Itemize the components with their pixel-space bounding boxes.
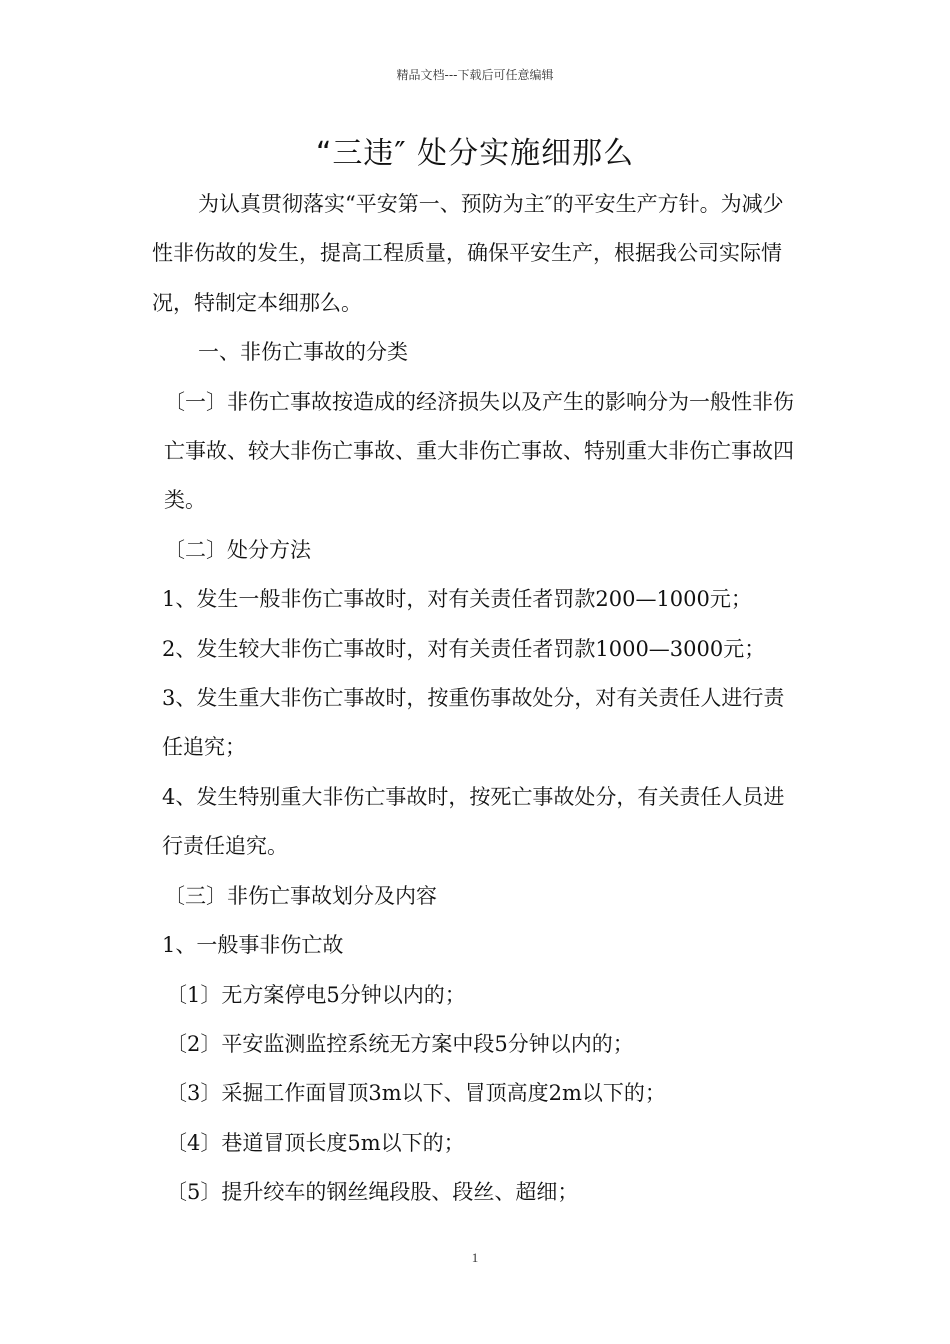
- document-body: [152, 180, 802, 1218]
- document-title: “三违″ 处分实施细那么: [315, 136, 635, 171]
- subsection-two-heading: 〔二〕处分方法: [164, 537, 311, 562]
- general-item-3: 〔3〕采掘工作面冒顶3m以下、冒顶高度2m以下的；: [166, 1081, 666, 1106]
- general-item-1: 〔1〕无方案停电5分钟以内的；: [166, 982, 466, 1007]
- general-item-2: 〔2〕平安监测监控系统无方案中段5分钟以内的；: [166, 1031, 634, 1056]
- penalty-item-1: 1、发生一般非伤亡事故时，对有关责任者罚款200—1000元；: [162, 587, 752, 612]
- penalty-item-3: 3、发生重大非伤亡事故时，按重伤事故处分，对有关责任人进行责任追究；: [162, 686, 785, 760]
- penalty-item-4: 4、发生特别重大非伤亡事故时，按死亡事故处分，有关责任人员进行责任追究。: [162, 784, 785, 859]
- intro-paragraph: 为认真贯彻落实“平安第一、预防为主″的平安生产方针。为减少性非伤故的发生，提高工程质量，确保平安生产，根据我公司实际情况，特制定本细那么。: [152, 192, 784, 315]
- header-note: 精品文档---下载后可任意编辑: [396, 68, 554, 82]
- section-heading-classification: 一、非伤亡事故的分类: [198, 340, 408, 365]
- general-item-5: 〔5〕提升绞车的钢丝绳段股、段丝、超细；: [166, 1180, 579, 1205]
- page-number: 1: [471, 1250, 479, 1265]
- general-item-4: 〔4〕巷道冒顶长度5m以下的；: [166, 1130, 465, 1155]
- category-heading-general: 1、一般事非伤亡故: [162, 933, 344, 958]
- subsection-three-heading: 〔三〕非伤亡事故划分及内容: [164, 883, 437, 908]
- penalty-item-2: 2、发生较大非伤亡事故时，对有关责任者罚款1000—3000元；: [162, 636, 766, 661]
- subsection-one-paragraph: 〔一〕非伤亡事故按造成的经济损失以及产生的影响分为一般性非伤亡事故、较大非伤亡事故、重大非伤亡事故、特别重大非伤亡事故四类。: [164, 389, 794, 513]
